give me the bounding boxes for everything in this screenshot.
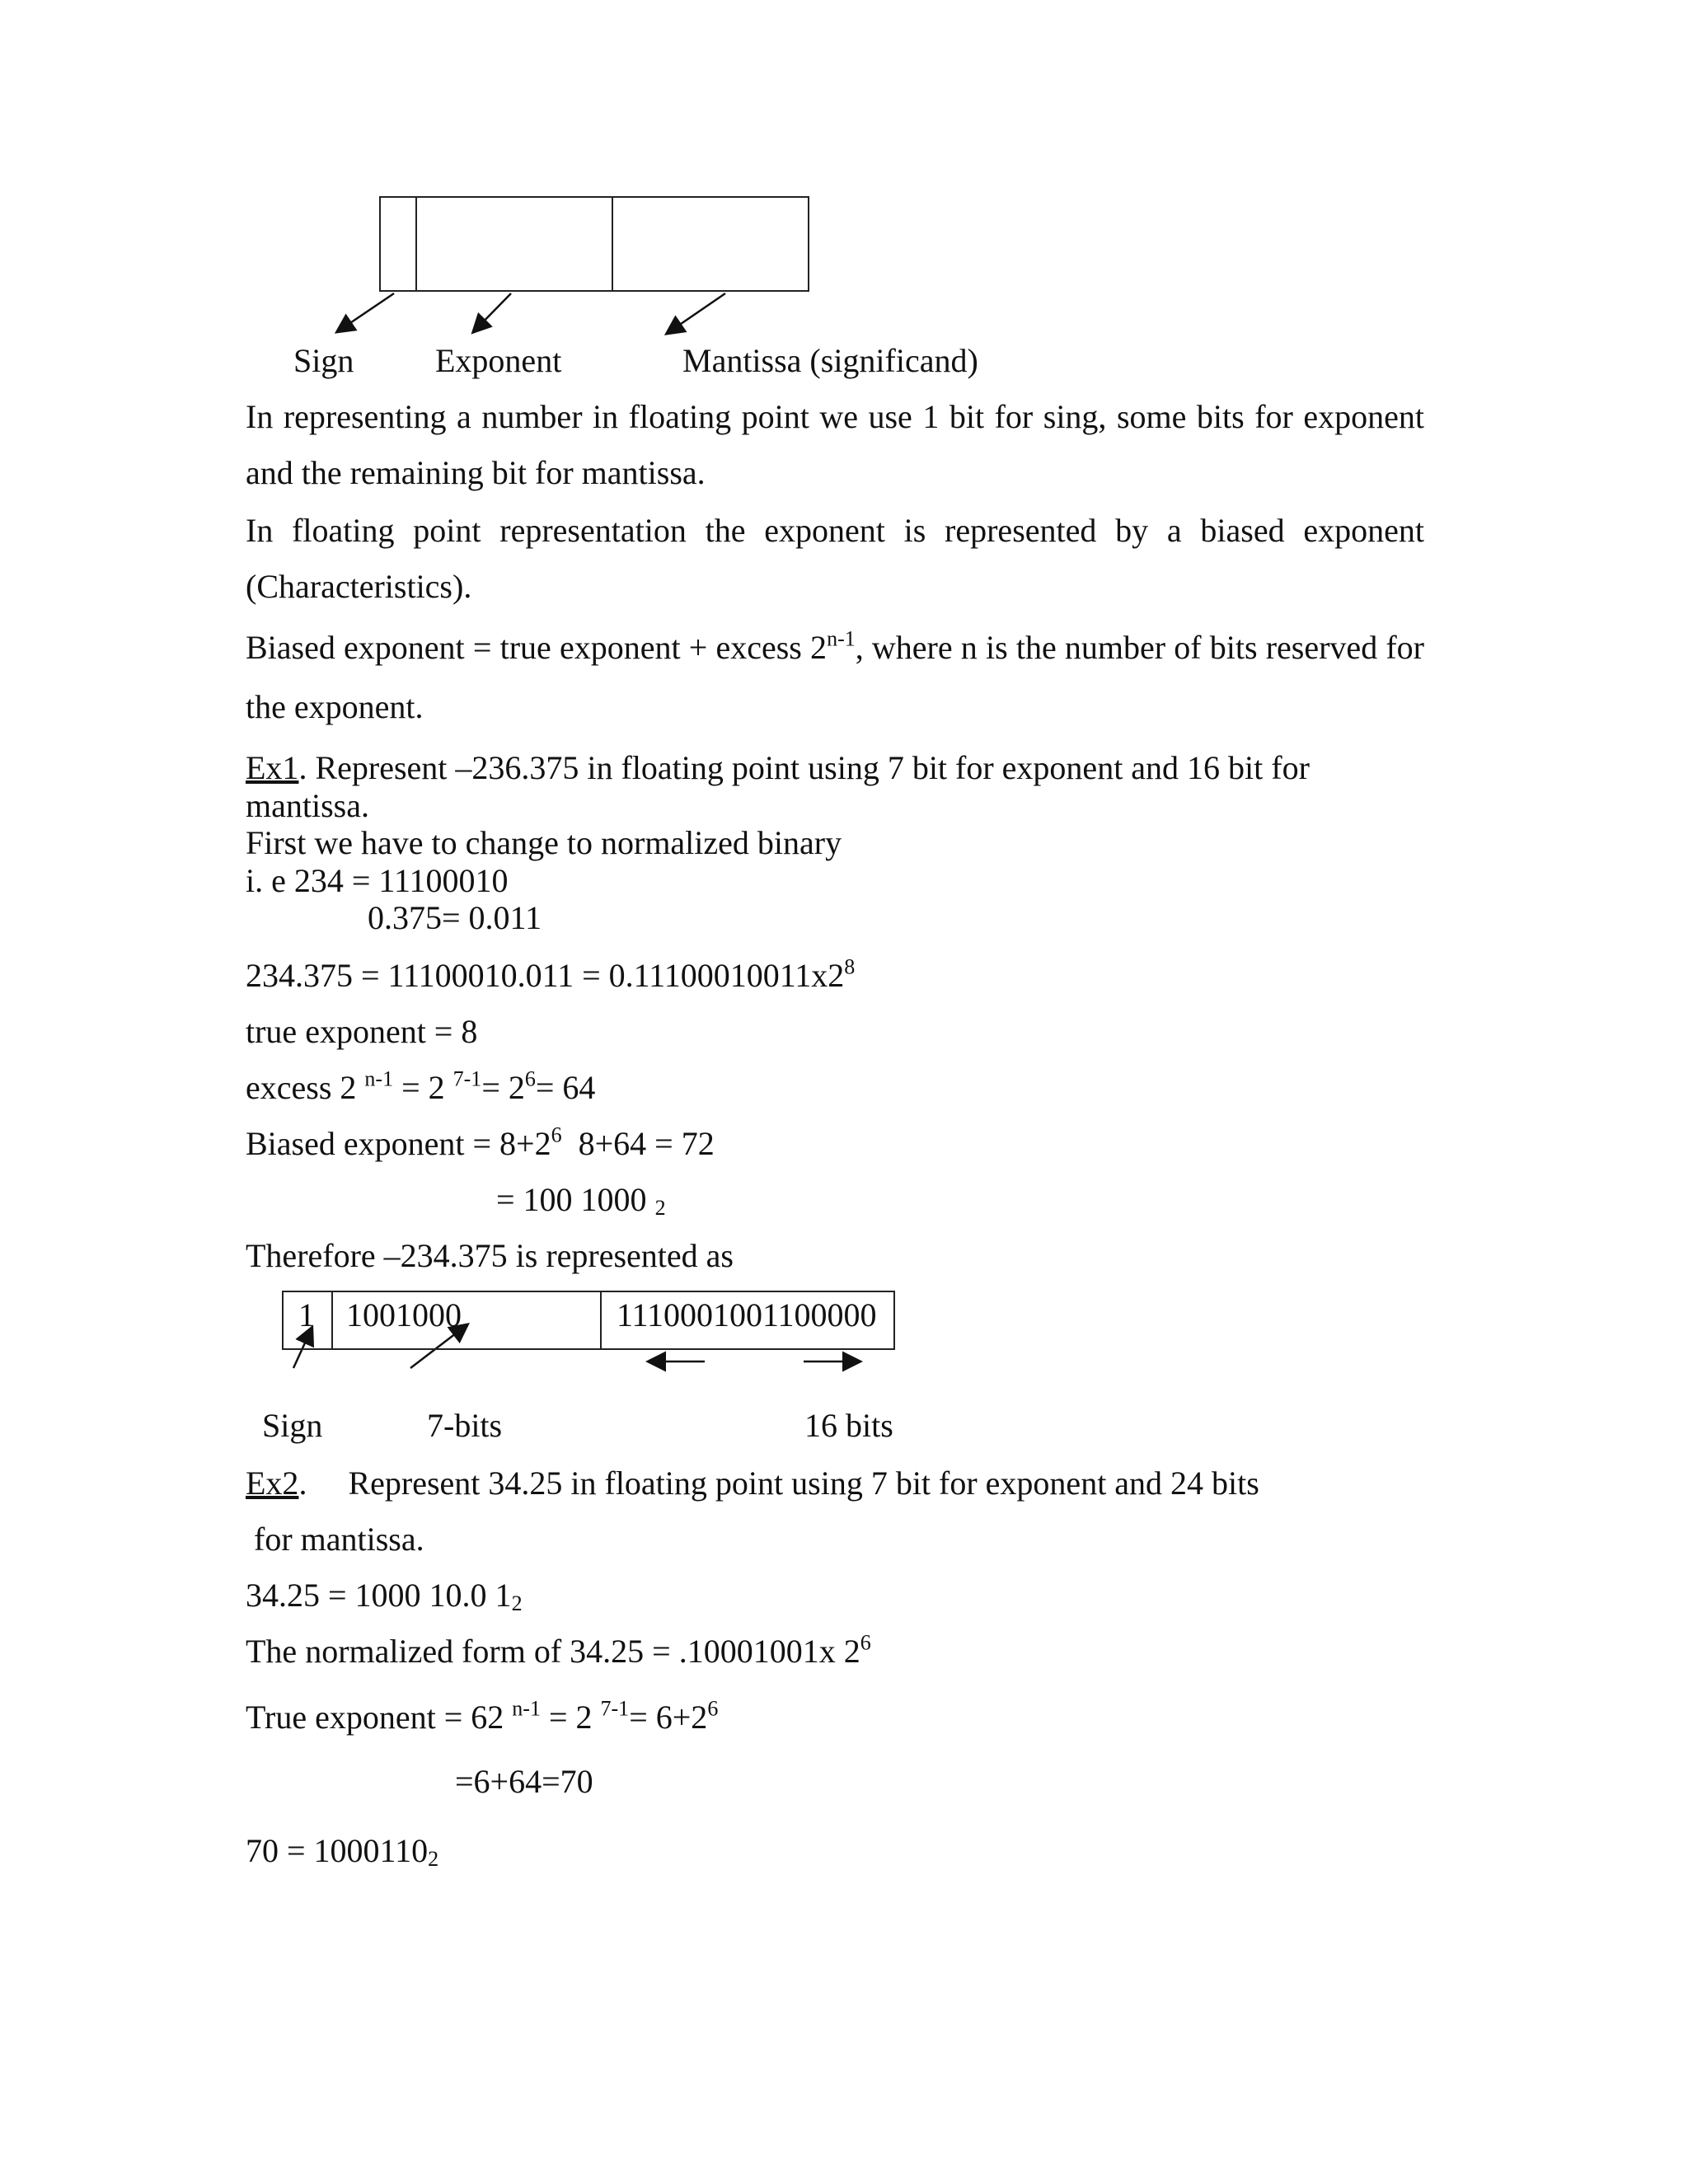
eq-sup: 8	[844, 954, 856, 979]
paragraph-line: the exponent.	[246, 688, 424, 725]
ex2-title	[246, 1467, 1259, 1500]
sign-field-divider	[331, 1292, 333, 1348]
ex1-step: First we have to change to normalized binary	[246, 824, 842, 861]
paragraph-line: In representing a number in floating point we use 1 bit for sing, some bits for exponent	[246, 398, 1424, 435]
label-sign: Sign	[293, 342, 354, 379]
eq-sub: 2	[511, 1591, 523, 1616]
eq-sup: 6	[524, 1066, 536, 1091]
sign-arrow	[338, 293, 394, 331]
eq-sup: n-1	[364, 1066, 394, 1091]
ex1-equation	[246, 1066, 596, 1106]
paragraph-biased	[246, 514, 1424, 603]
ex1-equation	[246, 1122, 715, 1162]
eq-text: 234.375 = 11100010.011 = 0.11100010011x2	[246, 957, 845, 994]
eq-text: = 100 1000	[496, 1181, 655, 1218]
paragraph-line	[246, 626, 1425, 666]
label-mantissa: Mantissa (significand)	[682, 342, 978, 379]
eq-text: = 6+2	[629, 1699, 708, 1736]
eq-text: = 2	[540, 1699, 601, 1736]
ex1-title-text: . Represent –236.375 in floating point using 7 bit for exponent and 16 bit for	[298, 749, 1310, 786]
ex1-step: i. e 234 = 11100010	[246, 862, 509, 899]
ex2-label: Ex2	[246, 1465, 299, 1502]
ex1-title-line2: mantissa.	[246, 787, 369, 824]
formula-text: , where n is the number of bits reserved for	[855, 629, 1425, 666]
eq-sup: 7-1	[600, 1696, 630, 1721]
ex1-step: 0.375= 0.011	[368, 899, 542, 936]
exponent-value: 1001000	[346, 1296, 462, 1333]
mantissa-arrow	[668, 293, 725, 333]
ex1-label: Ex1	[246, 749, 299, 786]
eq-text: Biased exponent = 8+2	[246, 1125, 551, 1162]
eq-text: True exponent = 62	[246, 1699, 513, 1736]
label-exponent: Exponent	[435, 342, 562, 379]
ex1-equation	[496, 1181, 666, 1221]
ex2-equation	[246, 1577, 523, 1616]
ex2-equation	[246, 1832, 439, 1872]
ex1-equation: true exponent = 8	[246, 1013, 478, 1050]
representation-diagram	[282, 1291, 895, 1350]
ex2-title-line2: for mantissa.	[246, 1521, 424, 1558]
paragraph-formula	[246, 626, 1425, 725]
eq-sup: 6	[707, 1696, 719, 1721]
ex1-equation	[246, 954, 856, 994]
eq-text: = 2	[481, 1069, 525, 1106]
eq-text: excess 2	[246, 1069, 365, 1106]
eq-sub: 2	[428, 1847, 439, 1872]
eq-sub: 2	[654, 1196, 666, 1221]
eq-sup: 6	[551, 1122, 562, 1147]
label-mantissa-2: 16 bits	[804, 1407, 893, 1444]
eq-text: 70 = 1000110	[246, 1832, 429, 1869]
label-exponent-2: 7-bits	[427, 1407, 503, 1444]
paragraph-line: (Characteristics).	[246, 568, 472, 605]
ex2-equation	[246, 1630, 871, 1670]
formula-text: Biased exponent = true exponent + excess 2	[246, 629, 828, 666]
eq-sup: n-1	[512, 1696, 541, 1721]
ex1-therefore: Therefore –234.375 is represented as	[246, 1237, 734, 1274]
eq-sup: 6	[860, 1630, 871, 1655]
eq-text: The normalized form of 34.25 = .10001001x 2	[246, 1633, 860, 1670]
label-sign-2: Sign	[262, 1407, 323, 1444]
paragraph-intro	[246, 398, 1424, 491]
ex2-equation: =6+64=70	[455, 1763, 593, 1800]
eq-text: 8+64 = 72	[561, 1125, 715, 1162]
ex2-title-text: . Represent 34.25 in floating point using 7 bit for exponent and 24 bits	[298, 1465, 1259, 1502]
eq-text: = 64	[535, 1069, 596, 1106]
eq-text: = 2	[393, 1069, 453, 1106]
formula-sup: n-1	[827, 626, 856, 651]
ex2-equation	[246, 1696, 719, 1736]
eq-sup: 7-1	[452, 1066, 482, 1091]
exponent-field-divider	[600, 1292, 602, 1348]
mantissa-value: 1110001001100000	[617, 1296, 877, 1333]
paragraph-line: In floating point representation the exponent is represented by a biased exponent	[246, 512, 1424, 549]
paragraph-line: and the remaining bit for mantissa.	[246, 454, 706, 491]
sign-value: 1	[298, 1296, 315, 1333]
eq-text: 34.25 = 1000 10.0 1	[246, 1577, 512, 1614]
ex1-title	[246, 749, 1310, 786]
exponent-arrow	[474, 293, 511, 331]
